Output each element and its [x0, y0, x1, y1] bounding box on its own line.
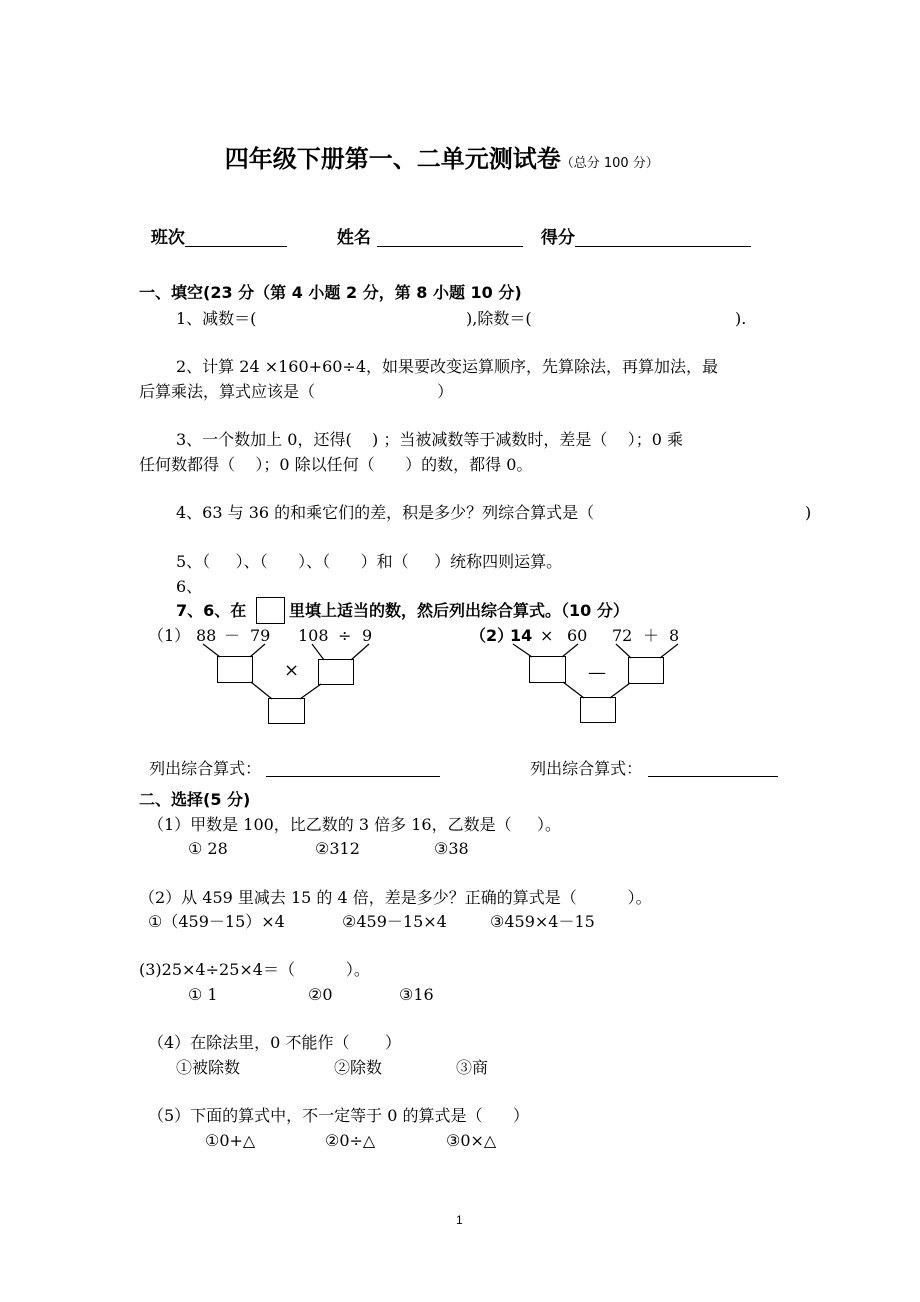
- tree2-c: 72: [612, 626, 633, 645]
- class-label: 班次: [139, 213, 287, 247]
- name-label: 姓名: [325, 213, 523, 247]
- q2-line2: 后算乘法，算式应该是（ ）: [139, 382, 454, 401]
- tree2-a: 14: [510, 626, 533, 645]
- s2-q1-opt3: ③38: [434, 839, 469, 858]
- tree2-d: 8: [669, 626, 680, 645]
- tree1-op2: ÷: [338, 626, 352, 645]
- tree2-mid-op: —: [588, 662, 606, 683]
- formula-label-2: 列出综合算式：: [520, 744, 778, 777]
- tree2-b: 60: [567, 626, 588, 645]
- section1-heading: 一、填空(23 分（第 4 小题 2 分，第 8 小题 10 分): [139, 283, 522, 302]
- tree1-mid-op: ×: [284, 660, 300, 681]
- s2-q5-opt3: ③0×△: [446, 1131, 497, 1150]
- tree1-label: （1）: [148, 626, 191, 645]
- q5: 5、（ ）、（ ）、（ ）和（ ）统称四则运算。: [176, 552, 563, 571]
- q1-b: ),除数＝(: [466, 309, 532, 328]
- tree2-op2: ＋: [643, 626, 660, 645]
- tree2-op1: ×: [540, 626, 554, 645]
- formula-field-2[interactable]: [648, 760, 778, 777]
- tree1-a: 88: [196, 626, 217, 645]
- s2-q1: （1）甲数是 100，比乙数的 3 倍多 16，乙数是（ ）。: [148, 815, 562, 834]
- tree1-op1: －: [224, 626, 241, 645]
- q4: 4、63 与 36 的和乘它们的差，积是多少？列综合算式是（: [176, 503, 595, 522]
- s2-q4-opt1: ①被除数: [176, 1058, 241, 1077]
- s2-q2: （2）从 459 里减去 15 的 4 倍，差是多少？正确的算式是（ ）。: [139, 888, 652, 907]
- formula-label-1: 列出综合算式：: [139, 744, 440, 777]
- tree2-label: （2）: [470, 626, 514, 645]
- s2-q4-opt3: ③商: [456, 1058, 489, 1077]
- s2-q2-opt1: ①（459－15）×4: [148, 912, 285, 931]
- q1-c: ).: [735, 309, 747, 328]
- s2-q3: (3)25×4÷25×4＝（ ）。: [139, 960, 370, 979]
- q7-a: 7、6、在: [176, 601, 247, 620]
- s2-q5-opt2: ②0÷△: [325, 1131, 376, 1150]
- s2-q3-opt1: ① 1: [188, 985, 218, 1004]
- s2-q4: （4）在除法里，0 不能作（ ）: [148, 1033, 402, 1052]
- title-text: 四年级下册第一、二单元测试卷: [224, 145, 561, 173]
- s2-q4-opt2: ②除数: [334, 1058, 383, 1077]
- section2-heading: 二、选择(5 分): [139, 790, 251, 809]
- total-score-note: （总分 100 分）: [560, 156, 659, 171]
- s2-q3-opt2: ②0: [308, 985, 333, 1004]
- q3-line2: 任何数都得（ ）；0 除以任何（ ）的数，都得 0。: [139, 455, 533, 474]
- s2-q2-opt3: ③459×4－15: [490, 912, 595, 931]
- tree1-c: 108: [298, 626, 329, 645]
- s2-q5-opt1: ①0+△: [205, 1131, 256, 1150]
- q6: 6、: [176, 577, 203, 596]
- q1-a: 1、减数＝(: [176, 309, 257, 328]
- s2-q1-opt2: ②312: [315, 839, 360, 858]
- s2-q1-opt1: ① 28: [188, 839, 228, 858]
- q7-b: 里填上适当的数，然后列出综合算式。（10 分）: [289, 601, 629, 620]
- score-label: 得分: [529, 213, 751, 247]
- tree1-d: 9: [362, 626, 373, 645]
- s2-q5: （5）下面的算式中，不一定等于 0 的算式是（ ）: [148, 1106, 530, 1125]
- page-number: 1: [456, 1213, 463, 1227]
- s2-q3-opt3: ③16: [399, 985, 434, 1004]
- formula-field-1[interactable]: [266, 760, 440, 777]
- q3-line1: 3、一个数加上 0，还得( ) ；当被减数等于减数时，差是（ ）；0 乘: [176, 430, 683, 449]
- s2-q2-opt2: ②459－15×4: [342, 912, 447, 931]
- q2-line1: 2、计算 24 ×160+60÷4，如果要改变运算顺序，先算除法，再算加法，最: [176, 357, 719, 376]
- tree1-b: 79: [250, 626, 271, 645]
- q4-close: ): [805, 503, 812, 522]
